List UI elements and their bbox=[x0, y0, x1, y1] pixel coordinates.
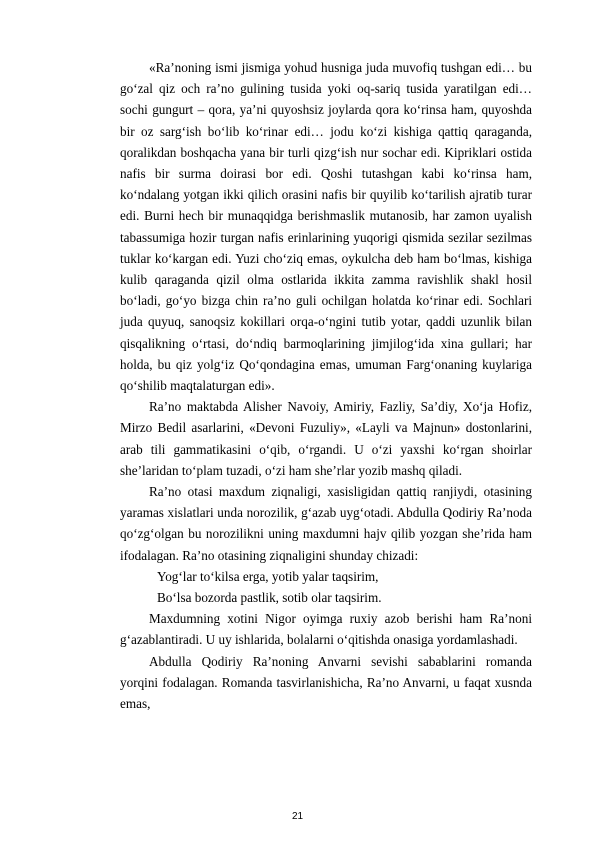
paragraph-mothers-suffering: Maxdumning xotini Nigor oyimga ruxiy azob berishi ham Ra’noni g‘azablantiradi. U uy ishlarida, bolalarni o‘qitishda onasiga yordamlashadi. bbox=[120, 611, 532, 648]
page-number: 21 bbox=[291, 811, 304, 822]
body-text bbox=[120, 57, 532, 714]
verse-line-1: Yog‘lar to‘kilsa erga, yotib yalar taqsirim, bbox=[157, 568, 379, 584]
paragraph-fathers-stinginess: Ra’no otasi maxdum ziqnaligi, xasisligidan qattiq ranjiydi, otasining yaramas xislatlari unda norozilik, g‘azab uyg‘otadi. Abdulla Qodiriy Ra’noda qo‘zg‘olgan bu norozilikni uning maxdumni hajv qilib yozgan she’rida ham ifodalagan. Ra’no otasining ziqnaligini shunday chizadi: bbox=[120, 484, 532, 563]
paragraph-ranos-education: Ra’no maktabda Alisher Navoiy, Amiriy, Fazliy, Sa’diy, Xo‘ja Hofiz, Mirzo Bedil asarlarini, «Devoni Fuzuliy», «Layli va Majnun» dostonlarini, arab tili gammatikasini o‘qib, o‘rgandi. U o‘zi yaxshi ko‘rgan shoirlar she’laridan to‘plam tuzadi, o‘zi ham she’rlar yozib mashq qiladi. bbox=[120, 399, 532, 478]
verse-line-2: Bo‘lsa bozorda pastlik, sotib olar taqsirim. bbox=[157, 590, 382, 606]
paragraph-ranos-portrait: «Ra’noning ismi jismiga yohud husniga juda muvofiq tushgan edi… bu go‘zal qiz och ra’no gulining tusida yoki oq-sariq tusida yaratilgan edi…sochi gungurt – qora, ya’ni quyoshsiz joylarda qora ko‘rinsa ham, quyoshda bir oz sarg‘ish bo‘lib ko‘rinar edi… jodu ko‘zi kishiga qattiq qaraganda, qoralikdan boshqacha yana bir turli qizg‘ish nur sochar edi. Kipriklari ostida nafis bir surma doirasi bor edi. Qoshi tutashgan kabi ko‘rinsa ham, ko‘ndalang yotgan ikki qilich orasini nafis bir quyilib ko‘tarilish ajratib turar edi. Burni hech bir munaqqidga berishmaslik mutanosib, har zamon uyalish tabassumiga hozir turgan nafis erinlarining yuqorigi qismida sezilar sezilmas tuklar ko‘kargan edi. Yuzi cho‘ziq emas, oykulcha deb ham bo‘lmas, kishiga kulib qaraganda qizil olma ostlarida ikkita zamma ravishlik shakl hosil bo‘ladi, go‘yo bizga chin ra’no guli ochilgan holatda ko‘rinar edi. Sochlari juda quyuq, sanoqsiz kokillari orqa-o‘ngini tutib yotar, qaddi uzunlik bilan qisqalikning o‘rtasi, do‘ndiq barmoqlarining jimjilog‘ida xina gullari; har holda, bu qiz yolg‘iz Qo‘qondagina emas, umuman Farg‘onaning kuylariga qo‘shilib maqtalaturgan edi». bbox=[120, 60, 532, 394]
paragraph-love-for-anvar: Abdulla Qodiriy Ra’noning Anvarni sevishi sabablarini romanda yorqini fodalagan. Romanda tasvirlanishicha, Ra’no Anvarni, u faqat xusnda emas, bbox=[120, 653, 532, 712]
